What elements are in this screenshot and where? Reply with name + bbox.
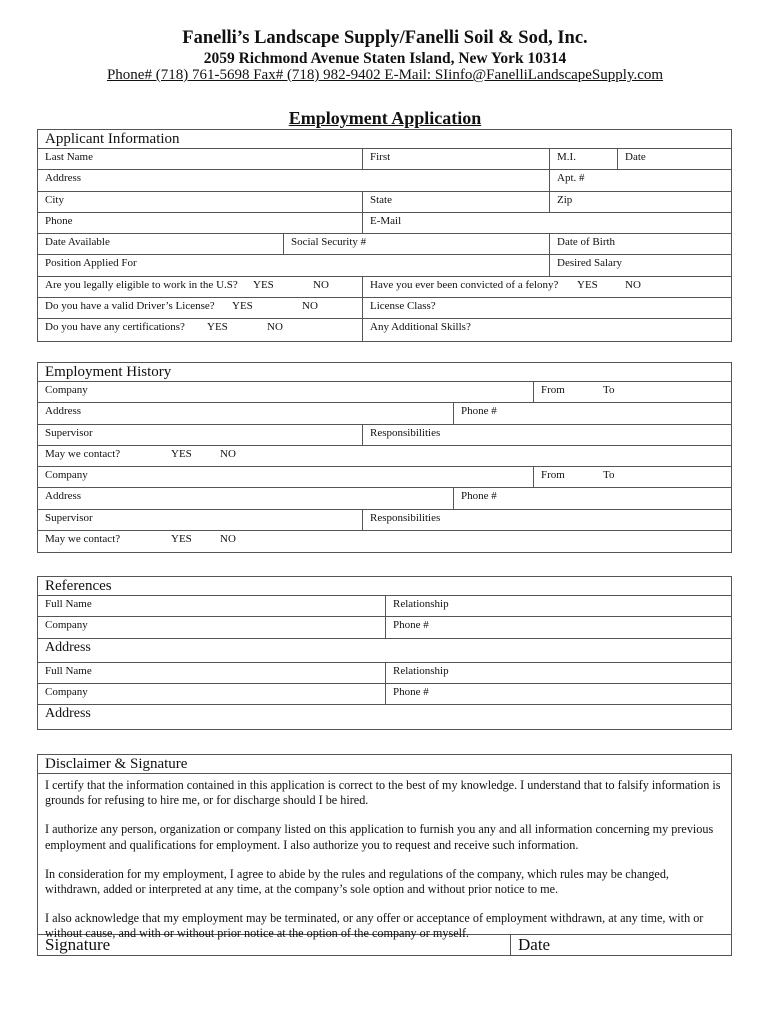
reference-2-company-row: [38, 684, 731, 705]
date-available-field[interactable]: Date Available: [45, 236, 110, 249]
felony-no-option[interactable]: NO: [625, 278, 641, 291]
employer-2-phone-field[interactable]: Phone #: [453, 488, 731, 508]
employer-1-contact-yes-option[interactable]: YES: [171, 447, 192, 460]
disclaimer-section: [37, 754, 732, 956]
employer-2-contact-question: May we contact?: [45, 533, 121, 546]
employer-2-to-field[interactable]: To: [603, 469, 615, 482]
reference-1-address-row: [38, 639, 731, 663]
section-title: References: [38, 577, 731, 596]
phone-row: [38, 213, 731, 234]
employer-1-supervisor-row: [38, 425, 731, 446]
zip-field[interactable]: Zip: [549, 192, 731, 212]
eligible-yes-option[interactable]: YES: [253, 278, 274, 291]
first-name-field[interactable]: First: [362, 149, 549, 169]
disclaimer-paragraph-2: I authorize any person, organization or company listed on this application to furnish you any and all information concerning my previous employment and qualifications for employment. I also authorize you to request and receive such information.: [45, 822, 714, 852]
employer-2-company-row: [38, 467, 731, 488]
reference-2-address-row: [38, 705, 731, 729]
reference-2-full-name-field[interactable]: Full Name: [45, 664, 92, 677]
references-section: [37, 576, 732, 730]
eligibility-row: [38, 277, 731, 298]
certification-row: [38, 319, 731, 340]
section-title: Applicant Information: [38, 130, 731, 149]
signature-date-field[interactable]: Date: [510, 935, 731, 955]
reference-1-company-row: [38, 617, 731, 638]
disclaimer-paragraph-3: In consideration for my employment, I agree to abide by the rules and regulations of the company, which rules may be changed, withdrawn, added or interpreted at any time, at the company’s sole option and without prior notice to me.: [45, 866, 669, 897]
employer-2-supervisor-field[interactable]: Supervisor: [45, 511, 93, 524]
employer-2-responsibilities-field[interactable]: Responsibilities: [362, 510, 731, 530]
employer-1-contact-question: May we contact?: [45, 447, 121, 460]
license-question-label: Do you have a valid Driver’s License?: [45, 300, 215, 313]
employer-2-address-row: [38, 488, 731, 509]
city-field[interactable]: City: [45, 193, 64, 206]
license-row: [38, 298, 731, 319]
employer-1-responsibilities-field[interactable]: Responsibilities: [362, 425, 731, 445]
license-yes-option[interactable]: YES: [232, 300, 253, 313]
section-title: Employment History: [38, 363, 731, 382]
certification-yes-option[interactable]: YES: [207, 321, 228, 334]
reference-2-address-field[interactable]: Address: [45, 706, 91, 722]
license-no-option[interactable]: NO: [302, 300, 318, 313]
certification-question: [38, 319, 362, 340]
employer-2-contact-row: [38, 531, 731, 552]
employer-2-contact-yes-option[interactable]: YES: [171, 533, 192, 546]
reference-2-relationship-field[interactable]: Relationship: [385, 663, 731, 683]
disclaimer-paragraph-4: I also acknowledge that my employment may be terminated, or any offer or acceptance of employment withdrawn, at any time, with or without cause, and with or without prior notice at the option of the company or myself.: [45, 911, 704, 941]
desired-salary-field[interactable]: Desired Salary: [549, 255, 731, 275]
felony-yes-option[interactable]: YES: [577, 278, 598, 291]
employer-1-to-field[interactable]: To: [603, 384, 615, 396]
company-address: 2059 Richmond Avenue Staten Island, New York 10314: [203, 50, 567, 67]
reference-2-phone-field[interactable]: Phone #: [385, 684, 731, 704]
applicant-information-section: [37, 129, 732, 342]
employer-1-company-field[interactable]: Company: [45, 384, 88, 396]
form-title: Employment Application: [288, 108, 482, 128]
name-row: [38, 149, 731, 170]
eligible-question-label: Are you legally eligible to work in the U.S?: [45, 278, 238, 291]
employer-1-from-field[interactable]: From: [533, 382, 601, 402]
certification-no-option[interactable]: NO: [267, 321, 283, 334]
section-title: Disclaimer & Signature: [38, 755, 731, 774]
address-field[interactable]: Address: [45, 172, 82, 185]
disclaimer-text: [38, 774, 731, 941]
reference-1-relationship-field[interactable]: Relationship: [385, 596, 731, 616]
employer-2-supervisor-row: [38, 510, 731, 531]
eligible-no-option[interactable]: NO: [313, 278, 329, 291]
employer-2-company-field[interactable]: Company: [45, 469, 88, 482]
signature-field[interactable]: Signature: [45, 935, 111, 954]
address-row: [38, 170, 731, 191]
reference-1-phone-field[interactable]: Phone #: [385, 617, 731, 637]
employer-2-address-field[interactable]: Address: [45, 490, 82, 503]
employer-1-company-row: [38, 382, 731, 403]
apartment-field[interactable]: Apt. #: [549, 170, 731, 190]
employer-1-address-field[interactable]: Address: [45, 405, 82, 418]
disclaimer-paragraph-1: I certify that the information contained in this application is correct to the best of my knowledge. I understand that to falsify information is grounds for refusing to hire me, or for discharge should I be hired.: [45, 778, 721, 808]
middle-initial-field[interactable]: M.I.: [549, 149, 617, 169]
position-applied-field[interactable]: Position Applied For: [45, 257, 137, 270]
reference-2-name-row: [38, 663, 731, 684]
state-field[interactable]: State: [362, 192, 549, 212]
employer-2-from-field[interactable]: From: [533, 467, 601, 487]
company-contact: Phone# (718) 761-5698 Fax# (718) 982-9402 E-Mail: SIinfo@FanelliLandscapeSupply.com: [106, 67, 664, 83]
employer-1-supervisor-field[interactable]: Supervisor: [45, 426, 93, 439]
employer-1-phone-field[interactable]: Phone #: [453, 403, 731, 423]
employer-1-contact-row: [38, 446, 731, 467]
felony-question-label: Have you ever been convicted of a felony?: [370, 278, 559, 291]
employer-1-address-row: [38, 403, 731, 424]
date-field[interactable]: Date: [617, 149, 731, 169]
additional-skills-field[interactable]: Any Additional Skills?: [362, 319, 731, 340]
license-class-field[interactable]: License Class?: [362, 298, 731, 318]
certification-question-label: Do you have any certifications?: [45, 321, 185, 334]
last-name-field[interactable]: Last Name: [45, 151, 93, 163]
felony-question: [362, 277, 731, 297]
reference-1-company-field[interactable]: Company: [45, 619, 88, 632]
reference-2-company-field[interactable]: Company: [45, 685, 88, 698]
city-row: [38, 192, 731, 213]
reference-1-name-row: [38, 596, 731, 617]
reference-1-address-field[interactable]: Address: [45, 639, 91, 655]
employment-history-section: [37, 362, 732, 553]
availability-row: [38, 234, 731, 255]
phone-field[interactable]: Phone: [45, 214, 73, 227]
reference-1-full-name-field[interactable]: Full Name: [45, 598, 92, 610]
employer-1-contact-no-option[interactable]: NO: [220, 447, 236, 460]
date-of-birth-field[interactable]: Date of Birth: [549, 234, 731, 254]
email-field[interactable]: E-Mail: [362, 213, 731, 233]
signature-row: [38, 935, 731, 955]
company-name: Fanelli’s Landscape Supply/Fanelli Soil & Sod, Inc.: [182, 28, 588, 48]
employer-2-contact-no-option[interactable]: NO: [220, 533, 236, 546]
position-row: [38, 255, 731, 276]
social-security-field[interactable]: Social Security #: [283, 234, 549, 254]
